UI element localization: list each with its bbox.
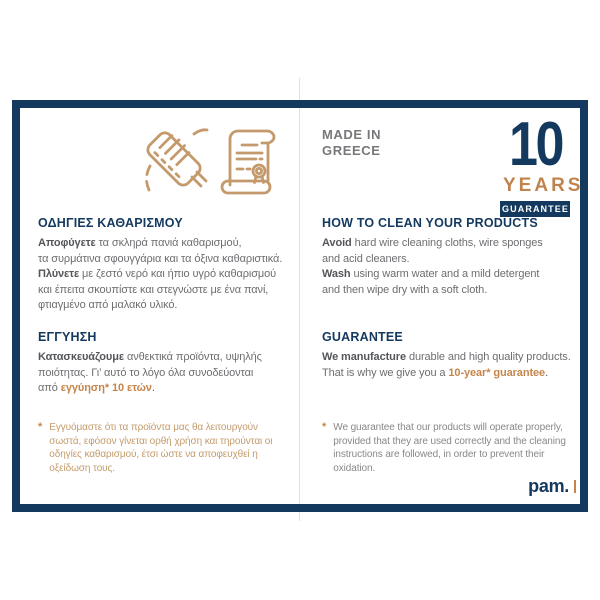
body-text: .: [151, 382, 155, 394]
text-line: [322, 236, 584, 252]
body-text: and acid cleaners.: [322, 252, 410, 265]
ten-years-guarantee-badge: [500, 110, 584, 217]
footnote-english: [322, 421, 572, 475]
made-in-line2: GREECE: [322, 143, 381, 158]
lead-text: Αποφύγετε: [38, 237, 96, 249]
text-line: [38, 252, 300, 268]
text-line: [38, 350, 300, 366]
certificate-icon: [216, 123, 282, 206]
text-line: [38, 298, 300, 314]
made-in-greece-label: [322, 127, 381, 159]
text-line: [322, 366, 584, 382]
guarantee-section-greek: [38, 330, 300, 397]
body-text: and then wipe dry with a soft cloth.: [322, 283, 488, 296]
body-text: τα σκληρά πανιά καθαρισμού,: [95, 237, 242, 249]
body-text: ανθεκτικά προϊόντα, υψηλής: [123, 351, 262, 363]
body-text: και έπειτα σκουπίστε και στεγνώστε με ένα πανί,: [38, 283, 269, 296]
body-text: τα συρμάτινα σφουγγάρια και τα όξινα καθαριστικά.: [38, 252, 283, 265]
hand-wiping-cloth-icon: [138, 120, 214, 209]
section-title: HOW TO CLEAN YOUR PRODUCTS: [322, 216, 538, 230]
cleaning-section-english: [322, 216, 584, 298]
text-line: [38, 366, 300, 382]
badge-guarantee-label: GUARANTEE: [500, 201, 570, 217]
section-title: ΕΓΓΥΗΣΗ: [38, 330, 97, 344]
body-text: ποιότητας. Γι’ αυτό το λόγο όλα συνοδεύονται: [38, 366, 254, 379]
pam-logo: [528, 476, 576, 497]
body-text: .: [545, 366, 549, 379]
guarantee-section-english: [322, 330, 584, 381]
asterisk: *: [322, 421, 327, 433]
footnote-text: We guarantee that our products will operate properly, provided that they are used correctly and the cleaning instructions are followed, in order to prevent their oxidation.: [333, 422, 566, 474]
text-line: [38, 267, 300, 283]
text-line: [322, 350, 584, 366]
pam-logo-text: pam.: [528, 476, 569, 496]
badge-number: 10: [508, 110, 562, 179]
text-line: [322, 267, 584, 283]
lead-text: We manufacture: [322, 351, 406, 363]
lead-text: Κατασκευάζουμε: [38, 351, 124, 363]
body-text: durable and high quality products.: [405, 351, 571, 363]
body-text: using warm water and a mild detergent: [350, 268, 540, 280]
accent-text: εγγύηση* 10 ετών: [60, 382, 152, 394]
pam-logo-bar: [574, 480, 576, 493]
footnote-greek: [38, 421, 288, 475]
asterisk: *: [38, 421, 43, 433]
text-line: [38, 283, 300, 299]
badge-years-label: YEARS: [503, 175, 584, 196]
text-line: [38, 236, 300, 252]
text-line: [38, 381, 300, 397]
footnote-text: Εγγυόμαστε ότι τα προϊόντα μας θα λειτουργούν σωστά, εφόσον γίνεται ορθή χρήση και τηρούνται οι οδηγίες καθαρισμού, έτσι ώστε να αποφευχθεί η οξείδωση τους.: [49, 422, 273, 474]
accent-text: 10-year* guarantee: [448, 366, 546, 379]
cleaning-section-greek: [38, 216, 300, 314]
lead-text: Πλύνετε: [38, 268, 80, 280]
lead-text: Avoid: [322, 237, 352, 249]
body-text: hard wire cleaning cloths, wire sponges: [351, 237, 543, 249]
body-text: φτιαγμένο από μαλακό υλικό.: [38, 299, 178, 311]
body-text: με ζεστό νερό και ήπιο υγρό καθαρισμού: [79, 268, 277, 280]
text-line: [322, 252, 584, 268]
body-text: That is why we give you a: [322, 366, 449, 379]
lead-text: Wash: [322, 268, 351, 280]
section-title: ΟΔΗΓΙΕΣ ΚΑΘΑΡΙΣΜΟΥ: [38, 216, 183, 230]
section-title: GUARANTEE: [322, 330, 403, 344]
text-line: [322, 283, 584, 299]
body-text: από: [38, 382, 61, 394]
made-in-line1: MADE IN: [322, 127, 382, 142]
